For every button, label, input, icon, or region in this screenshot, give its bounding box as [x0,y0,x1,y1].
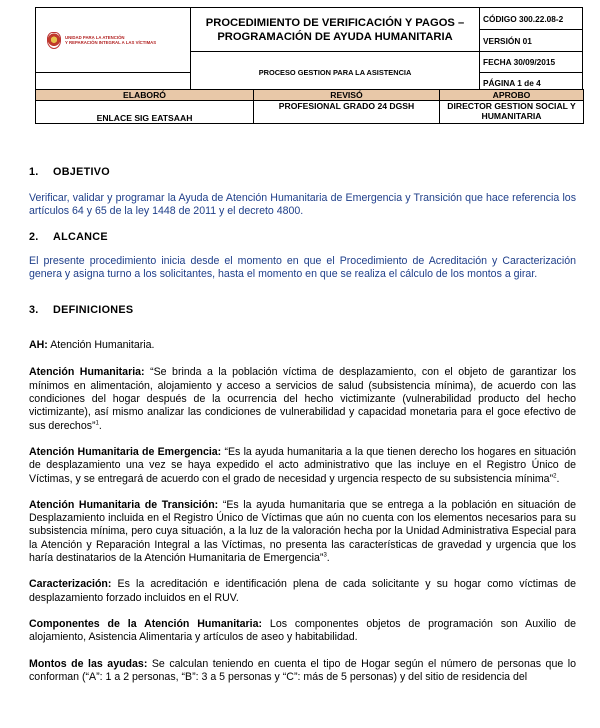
process-name: PROCESO GESTION PARA LA ASISTENCIA [191,52,480,94]
alcance-text: El presente procedimiento inicia desde el momento en que el Procedimiento de Acreditación y Caracterización genera y asigna turno a los solicitantes, hasta el momento en que se realiza el cálculo de los montos a girar. [29,254,576,280]
section-heading-objetivo: 1. OBJETIVO [29,166,110,178]
document-body [29,166,576,684]
logo-text-line1: UNIDAD PARA LA ATENCIÓN [65,35,125,40]
document-code: CÓDIGO 300.22.08-2 [480,8,583,30]
aprobo-value: DIRECTOR GESTION SOCIAL Y HUMANITARIA [440,101,584,124]
logo-cell [36,8,191,73]
reviso-label: REVISÓ [254,90,440,101]
document-title: PROCEDIMIENTO DE VERIFICACIÓN Y PAGOS – PROGRAMACIÓN DE AYUDA HUMANITARIA [191,8,480,52]
unit-logo [39,32,187,49]
page-number: PÁGINA 1 de 4 [480,73,583,94]
definition-item: Componentes de la Atención Humanitaria: Los componentes objetos de programación son Auxilio de alojamiento, Asistencia Alimentaria y artículos de aseo y habitabilidad. [29,617,577,644]
section-heading-definiciones: 3. DEFINICIONES [29,304,134,317]
colombia-seal-icon [47,32,61,49]
elaboro-value: ENLACE SIG EATSAAH [36,101,254,124]
definition-item: Atención Humanitaria de Transición: “Es la ayuda humanitaria que se entrega a la población en situación de Desplazamiento incluida en el Registro Único de Víctimas que aún no cuenta con los elementos necesarios para su subsistencia mínima, pero cuya situación, a la luz de la valoración hecha por la Unidad Administrativa Especial para la Atención y Reparación Integral a las Víctimas, no presenta las características de gravedad y urgencia que los haría destinatarios de la Atención Humanitaria de Emergencia”$^3$. [29,498,577,565]
logo-text-line2: Y REPARACIÓN INTEGRAL A LAS VÍCTIMAS [65,40,157,45]
signature-table [35,89,584,124]
document-version: VERSIÓN 01 [480,30,583,52]
definition-item: Atención Humanitaria de Emergencia: “Es la ayuda humanitaria a la que tienen derecho los hogares en situación de desplazamiento una vez se haya expedido el acto administrativo que las incluye en el Registro Único de Víctimas, y se entregará de acuerdo con el grado de necesidad y urgencia respecto de su subsistencia mínima”$^2$. [29,445,576,485]
definition-item: Montos de las ayudas: Se calculan teniendo en cuenta el tipo de Hogar según el número de personas que lo conforman (“A”: 1 a 2 personas, “B”: 3 a 5 personas y “C”: más de 5 personas) y del sitio de residencia del [29,657,576,683]
elaboro-label: ELABORÓ [36,90,254,101]
document-header [35,7,583,94]
objetivo-text: Verificar, validar y programar la Ayuda de Atención Humanitaria de Emergencia y Transición que hace referencia los artículos 64 y 65 de la ley 1448 de 2011 y el decreto 4800. [29,192,576,218]
reviso-value: PROFESIONAL GRADO 24 DGSH [254,101,440,124]
aprobo-label: APROBO [440,90,584,101]
definition-item: AH: Atención Humanitaria. [29,339,155,352]
definition-item: Caracterización: Es la acreditación e identificación plena de cada solicitante y su hogar como víctimas de desplazamiento forzado incluidos en el RUV. [29,578,576,604]
document-date: FECHA 30/09/2015 [480,52,583,73]
definitions-list [29,339,576,684]
definition-item: Atención Humanitaria: “Se brinda a la población víctima de desplazamiento, con el objeto de garantizar los mínimos en alimentación, alojamiento y acceso a servicios de salud (subsistencia mínima), de acuerdo con las condiciones del hogar después de la ocurrencia del hecho victimizante (vulnerabilidad producto del hecho victimizante), así mismo analizar las condiciones de vulnerabilidad y capacidad monetaria para el goce efectivo de sus derechos”$^1$. [29,366,576,432]
section-heading-alcance: 2. ALCANCE [29,230,108,243]
